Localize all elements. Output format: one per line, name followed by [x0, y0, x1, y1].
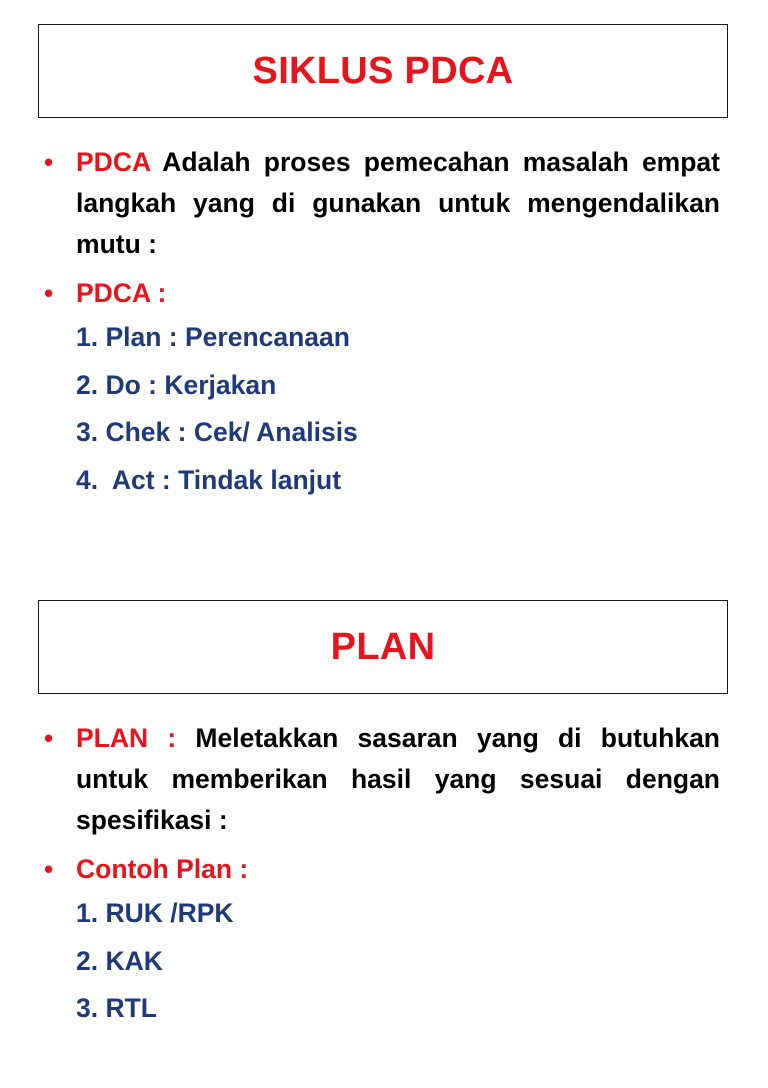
slide-content — [44, 142, 720, 504]
slide-title: PLAN — [330, 625, 436, 668]
list-item: 1. Plan : Perencanaan — [76, 322, 350, 352]
slide-title: SIKLUS PDCA — [252, 49, 514, 92]
bullet-dot-icon: • — [44, 723, 54, 753]
list-item: 3. RTL — [76, 993, 157, 1023]
list-item: 4. Act : Tindak lanjut — [76, 464, 342, 495]
bullet-lead: PDCA : — [76, 278, 167, 308]
bullet-examples-heading — [44, 849, 720, 890]
list-item: 3. Chek : Cek/ Analisis — [76, 417, 358, 447]
bullet-lead: PDCA — [76, 147, 151, 177]
bullet-definition — [44, 142, 720, 265]
bullet-dot-icon: • — [44, 854, 54, 884]
list-item: 2. KAK — [76, 945, 163, 976]
bullet-text: Adalah proses pemecahan masalah empat langkah yang di gunakan untuk mengendalikan mutu : — [76, 147, 720, 259]
bullet-dot-icon: • — [44, 147, 54, 177]
bullet-dot-icon: • — [44, 278, 54, 308]
bullet-steps-heading — [44, 273, 720, 314]
bullet-text: Meletakkan sasaran yang di butuhkan untuk memberikan hasil yang sesuai dengan spesifikasi : — [76, 723, 720, 835]
title-box — [38, 600, 728, 694]
list-item: 2. Do : Kerjakan — [76, 369, 277, 400]
list-item: 1. RUK /RPK — [76, 898, 234, 928]
slide-plan — [0, 576, 768, 1088]
slide-siklus-pdca — [0, 0, 768, 512]
bullet-lead: Contoh Plan : — [76, 854, 249, 884]
title-box — [38, 24, 728, 118]
bullet-lead: PLAN : — [76, 723, 196, 753]
slide-content — [44, 718, 720, 1033]
bullet-definition — [44, 718, 720, 841]
